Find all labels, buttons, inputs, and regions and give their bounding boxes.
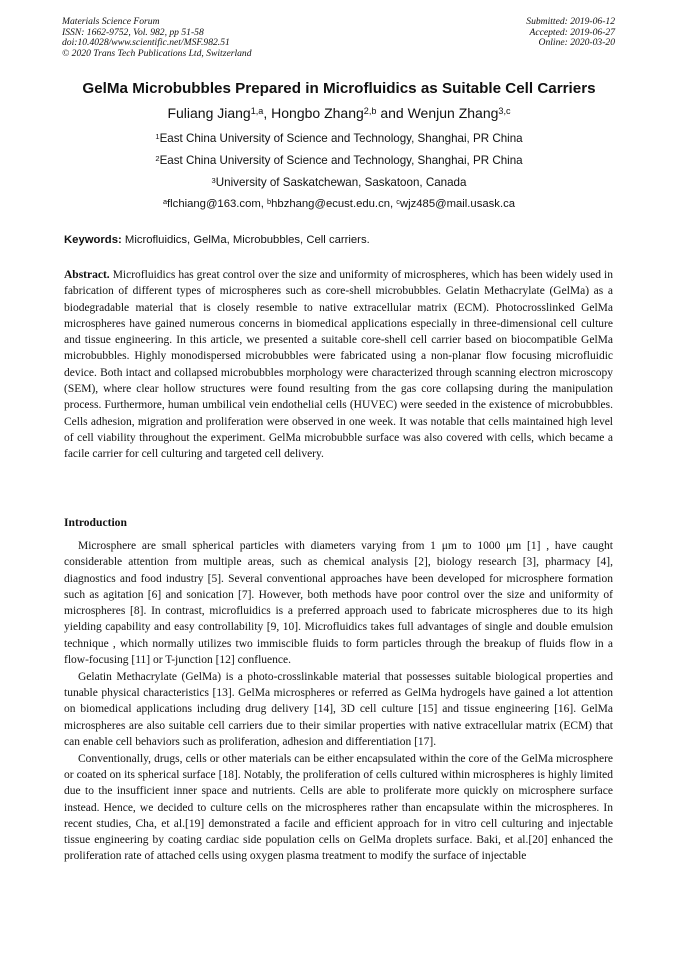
author-superscript: 1,a <box>250 106 264 117</box>
submission-dates <box>526 17 615 49</box>
introduction-body <box>64 538 613 865</box>
affiliation <box>0 154 678 168</box>
author-list <box>0 105 678 122</box>
abstract <box>64 267 613 463</box>
abstract-text: Microfluidics has great control over the size and uniformity of microspheres, which has been widely used in fabrication of different types of microspheres such as core-shell microbubbles. Gelatin Methacrylate (GelMa) as a biodegradable material that is closely resemble to native extracellular matrix (ECM). Photocrosslinked GelMa microspheres have gained numerous concerns in biomedical applications especially in three-dimensional cell culture and tissue engineering. In this article, we presented a suitable core-shell cell carrier based on biocompatible GelMa microbubbles. Highly monodispersed microbubbles were fabricated using a non-planar flow focusing microfluidic device. Both intact and collapsed microbubbles morphology were characterized through scanning electron microscopy (SEM), where clear hollow structures were found resulting from the gas core collapsing during the manipulation process. Furthermore, human umbilical vein endothelial cells (HUVEC) were seeded in the existence of microbubbles. Cells adhesion, migration and proliferation were observed in one week. It was notable that cells maintained high level of cell viability throughout the experiment. GelMa microbubble surface was also covered with cells, which became a facile carrier for cell culturing and targeted cell delivery. <box>64 269 613 461</box>
intro-paragraph: Microsphere are small spherical particles with diameters varying from 1 μm to 1000 μm [1] , have caught considerable attention from multiple areas, such as chemical analysis [2], biology research [3], pharmacy [4], diagnostics and food industry [5]. Several conventional approaches have been developed for microsphere formation such as agitation [6] and sonication [7]. However, both methods have poor control over the size and uniformity of microspheres [8]. In contrast, microfluidics is a preferred approach used to fabricate microspheres due to its high yielding capability and easy controllability [9, 10]. Microfluidics takes full advantages of single and double emulsion technique , which normally utilizes two immiscible fluids to form particles through the breakup of fluids flow in a flow-focusing [11] or T-junction [12] confluence. <box>64 540 613 667</box>
paper-title: GelMa Microbubbles Prepared in Microfluidics as Suitable Cell Carriers <box>82 80 596 97</box>
author-superscript: 2,b <box>363 106 377 117</box>
section-heading-introduction: Introduction <box>64 516 127 529</box>
journal-issn: ISSN: 1662-9752, Vol. 982, pp 51-58 <box>62 26 204 38</box>
author-name: Fuliang Jiang <box>167 105 251 121</box>
affiliation <box>0 132 678 146</box>
journal-name: Materials Science Forum <box>62 16 160 27</box>
intro-paragraph: Conventionally, drugs, cells or other materials can be either encapsulated within the core of the GelMa microsphere or coated on its spherical surface [18]. Notably, the proliferation of cells cultured within microspheres is highly limited due to the insufficient inner space and nutrients. Cells are able to proliferate more quickly on microsphere surface instead. Hence, we decided to culture cells on the microspheres rather than encapsulate within the microspheres. In recent studies, Cha, et al.[19] demonstrated a facile and efficient approach for in vitro cell culturing and injectable tissue engineering by coating cardiac side population cells on GelMa droplets surface. Baki, et al.[20] enhanced the proliferation rate of attached cells using oxygen plasma treatment to modify the surface of injectable <box>64 752 613 863</box>
email-link[interactable]: flchiang@163.com, <box>167 198 268 210</box>
email-superscript: a <box>162 197 168 207</box>
affiliation-superscript: 2 <box>155 153 160 163</box>
author-separator: and <box>376 105 408 121</box>
intro-paragraph: Gelatin Methacrylate (GelMa) is a photo-crosslinkable material that possesses suitable biological properties and tunable physical characteristics [13]. GelMa microspheres or referred as GelMa hydrogels have gained a lot attention on biomedical applications including drug delivery [14], 3D cell culture [15] and tissue engineering [16]. GelMa microspheres are also suitable cell carriers due to their similar properties with native extracellular matrix (ECM) that can enable cell behaviors such as proliferation, adhesion and differentiation [17]. <box>64 670 613 748</box>
author-name: Wenjun Zhang <box>407 105 499 121</box>
affiliation-superscript: 1 <box>155 131 160 141</box>
affiliation-superscript: 3 <box>211 175 216 185</box>
affiliation-text: East China University of Science and Technology, Shanghai, PR China <box>159 132 523 145</box>
keywords-text: Microfluidics, GelMa, Microbubbles, Cell carriers. <box>121 234 370 246</box>
online-date: Online: 2020-03-20 <box>538 37 615 49</box>
affiliation-text: East China University of Science and Technology, Shanghai, PR China <box>159 154 523 167</box>
journal-doi[interactable]: doi:10.4028/www.scientific.net/MSF.982.51 <box>62 37 230 49</box>
author-emails <box>0 197 678 211</box>
email-superscript: c <box>396 197 400 207</box>
email-superscript: b <box>267 197 272 207</box>
affiliation <box>0 176 678 190</box>
author-separator: , <box>263 105 272 121</box>
email-link[interactable]: wjz485@mail.usask.ca <box>399 198 516 210</box>
abstract-label: Abstract. <box>64 269 110 281</box>
affiliation-text: University of Saskatchewan, Saskatoon, Canada <box>215 176 467 189</box>
journal-header <box>62 17 252 59</box>
author-superscript: 3,c <box>498 106 511 117</box>
submitted-date: Submitted: 2019-06-12 <box>526 16 615 27</box>
accepted-date: Accepted: 2019-06-27 <box>529 26 615 38</box>
keywords-label: Keywords: <box>64 234 122 246</box>
author-name: Hongbo Zhang <box>271 105 364 121</box>
journal-copyright: © 2020 Trans Tech Publications Ltd, Switzerland <box>62 47 252 59</box>
email-link[interactable]: hbzhang@ecust.edu.cn, <box>271 198 397 210</box>
keywords <box>64 233 624 247</box>
